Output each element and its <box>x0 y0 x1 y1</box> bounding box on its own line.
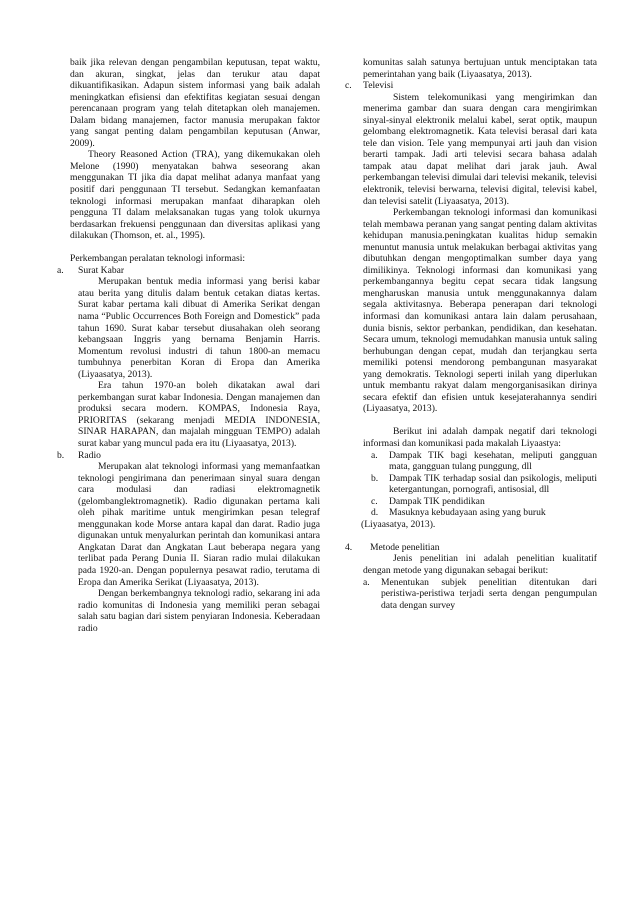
left-column <box>57 57 320 634</box>
paragraph-tra: Theory Reasoned Action (TRA), yang dikemukakan oleh Melone (1990) menyatakan bahwa seseorang akan menggunakan TI jika dia dapat melihat adanya manfaat yang positif dari penggunaan TI tersebut. Sedangkan kemanfaatan teknologi informasi merupakan manfaat diharapkan oleh pengguna TI dalam melaksanakan tugas yang tolok ukurnya berdasarkan frekuensi penggunaan dan diversitas aplikasi yang dilakukan (Thomson, et. al., 1995). <box>70 149 320 242</box>
list-marker: b. <box>371 472 379 484</box>
metode-body <box>363 553 597 611</box>
list-marker: a. <box>57 264 64 276</box>
paragraph-perkembangan: Perkembangan peralatan teknologi informasi: <box>70 253 246 265</box>
paragraph-surat-kabar-2: Era tahun 1970-an boleh dikatakan awal dari perkembangan surat kabar Indonesia. Dengan manajemen dan produksi secara modern. KOMPAS, Indonesia Raya, PRIORITAS (sekarang menjadi MEDIA INDONESIA, SINAR HARAPAN, dan majalah mingguan TEMPO) adalah surat kabar yang muncul pada era itu (Liyaasatya, 2013). <box>78 380 320 449</box>
list-item-text: Menentukan subjek penelitian ditentukan dari peristiwa-peristiwa terjadi serta dengan pengumpulan data dengan survey <box>381 576 597 611</box>
paragraph-televisi-2: Perkembangan teknologi informasi dan komunikasi telah membawa peranan yang sangat penting dalam aktivitas kehidupan manusia.peningkatan kualitas hidup semakin menuntut manusia untuk melakukan berbagai aktivitas yang dibutuhkan dengan mengoptimalkan sumber daya yang dimilikinya. Teknologi informasi dan komunikasi yang perkembangannya begitu cepat secara tidak langsung mengharuskan manusia untuk menggunakannya dalam segala aktivitasnya. Beberapa penerapan dari teknologi informasi dan komunikasi antara lain dalam perusahaan, dunia bisnis, sektor perbankan, pendidikan, dan kesehatan. Secara umum, teknologi memudahkan manusia untuk saling berhubungan dengan cepat, mudah dan terjangkau serta memiliki potensi mendorong pembangunan masyarakat yang demokratis. Teknologi seperti inilah yang diperlukan untuk membantu rakyat dalam mengorganisasikan dirinya secara efektif dan efisien untuk kesejaterahannya sendiri (Liyaasatya, 2013). <box>363 207 597 415</box>
list-item-text: Dampak TIK terhadap sosial dan psikologis, meliputi ketergantungan, pornografi, antisosial, dll <box>389 472 597 496</box>
list-item <box>371 450 597 473</box>
list-item <box>371 507 597 519</box>
list-item-title: Radio <box>78 449 101 461</box>
list-marker: a. <box>363 576 370 588</box>
list-item <box>363 577 597 612</box>
list-item-title: Surat Kabar <box>78 264 125 276</box>
paragraph-metode: Jenis penelitian ini adalah penelitian kualitatif dengan metode yang digunakan sebagai berikut: <box>363 553 597 576</box>
list-item <box>371 496 597 508</box>
paragraph-televisi-1: Sistem telekomunikasi yang mengirimkan dan menerima gambar dan suara dengan cara mengirimkan sinyal-sinyal elektronik melalui kabel, serat optik, maupun gelombang elektromagnetik. Kata televisi berasal dari kata tele dan vision. Tele yang mempunyai arti jauh dan vision berarti tampak. Jadi arti televisi secara bahasa adalah tampak atau dapat melihat dari jarak jauh. Awal perkembangan televisi dimulai dari televisi mekanik, televisi elektronik, televisi berwarna, televisi digital, televisi kabel, dan televisi satelit (Liyaasatya, 2013). <box>363 91 597 207</box>
list-item-text: Masuknya kebudayaan asing yang buruk <box>389 507 546 519</box>
dampak-citation: (Liyaasatya, 2013). <box>361 518 436 530</box>
paragraph-dampak-intro: Berikut ini adalah dampak negatif dari teknologi informasi dan komunikasi pada makalah Liyaastya: <box>363 426 597 449</box>
surat-kabar-body <box>78 276 320 449</box>
paragraph-radio-1: Merupakan alat teknologi informasi yang memanfaatkan teknologi pengirimana dan penerimaan sinyal suara dengan cara modulasi dan radiasi elektromagnetik (gelombanglektromagnetik). Radio digunakan pertama kali oleh pihak maritime untuk mengirimkan pesan telegraf menggunakan kode Morse antara kapal dan darat. Radio juga digunakan untuk menyalurkan perintah dan komunikasi antara Angkatan Darat dan Angkatan Laut beberapa negara yang terlibat pada Perang Dunia II. Siaran radio mulai dilakukan pada 1920-an. Dengan populernya pesawat radio, terutama di Eropa dan Amerika Serikat (Liyaasatya, 2013). <box>78 461 320 588</box>
list-marker: a. <box>371 449 378 461</box>
list-marker: c. <box>371 495 378 507</box>
list-marker: b. <box>57 449 65 461</box>
list-item-text: Dampak TIK pendidikan <box>389 495 485 507</box>
dampak-section <box>363 426 597 530</box>
section-title: Metode penelitian <box>370 541 440 553</box>
televisi-body <box>363 92 597 415</box>
list-item-televisi <box>345 80 597 92</box>
list-item <box>371 473 597 496</box>
paragraph-intro: baik jika relevan dengan pengambilan keputusan, tepat waktu, dan akuran, singkat, jelas dan terukur atau dapat dikuantifikasikan. Adapun sistem informasi yang baik adalah meningkatkan efisiensi dan efektifitas kegiatan sesuai dengan perencanaan program yang telah ditetapkan oleh manajemen. Dalam bidang manajemen, factor manusia merupakan faktor yang sangat penting dalam pengambilan keputusan (Anwar, 2009). <box>70 57 320 149</box>
radio-body <box>78 461 320 634</box>
paragraph-surat-kabar-1: Merupakan bentuk media informasi yang berisi kabar atau berita yang ditulis dalam bentuk cetakan diatas kertas. Surat kabar pertama kali dibuat di Amerika Serikat dengan nama “Public Occurrences Both Foreign and Domestick” pada tahun 1690. Surat kabar tersebut diusahakan oleh seorang kebangsaan Inggris yang bernama Benjamin Harris. Momentum revolusi industri di tahun 1800-an memacu tumbuhnya penerbitan Koran di Eropa dan Amerika (Liyaasatya, 2013). <box>78 276 320 380</box>
list-marker: c. <box>345 80 352 92</box>
section-heading-metode <box>345 542 597 554</box>
right-column <box>345 57 597 611</box>
dampak-list <box>371 450 597 519</box>
paragraph-radio-continued: komunitas salah satunya bertujuan untuk menciptakan tata pemerintahan yang baik (Liyaasatya, 2013). <box>363 57 597 80</box>
paragraph-radio-2: Dengan berkembangnya teknologi radio, sekarang ini ada radio komunitas di Indonesia yang memiliki peran sebagai salah satu bagian dari sistem penyiaran Indonesia. Keberadaan radio <box>78 588 320 634</box>
list-item-radio <box>57 450 320 462</box>
list-marker: d. <box>371 507 379 519</box>
list-item-title: Televisi <box>363 80 394 92</box>
list-item-surat-kabar <box>57 265 320 277</box>
section-number: 4. <box>345 541 353 553</box>
radio-continuation <box>363 57 597 80</box>
list-item-text: Dampak TIK bagi kesehatan, meliputi gangguan mata, gangguan tulang punggung, dll <box>389 449 597 473</box>
